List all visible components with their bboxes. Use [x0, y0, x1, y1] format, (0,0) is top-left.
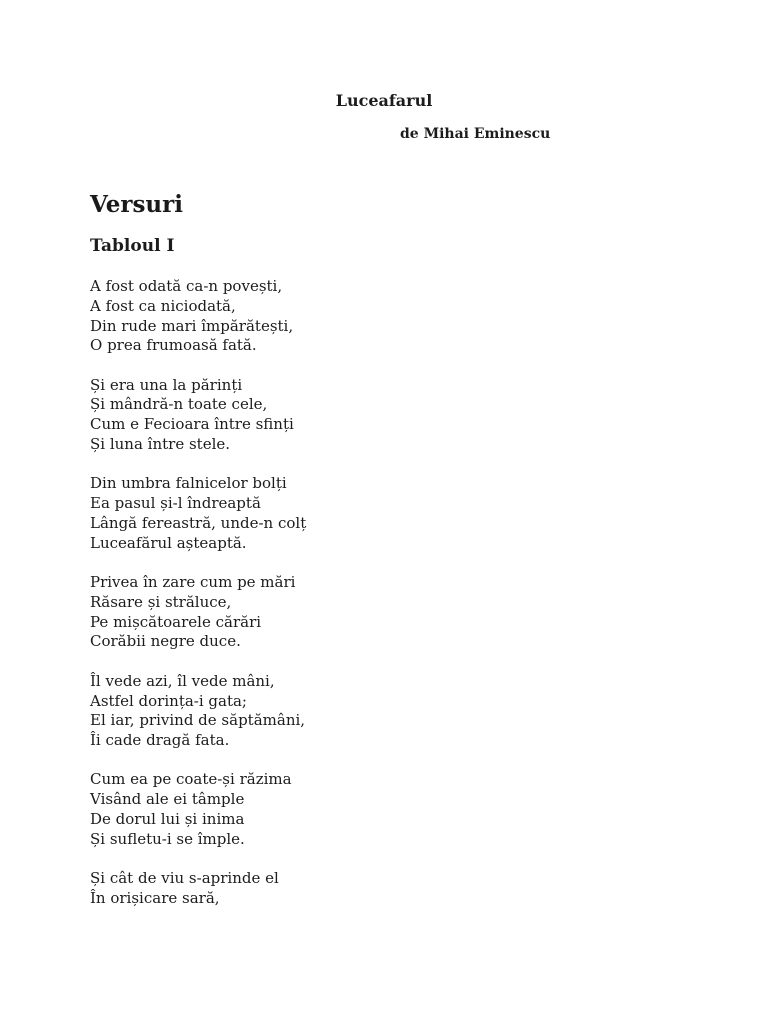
poem-line: El iar, privind de săptămâni,: [90, 711, 306, 730]
poem-line: Și cât de viu s-aprinde el: [90, 869, 279, 888]
poem-line: Cum ea pe coate-și răzima: [90, 770, 292, 789]
poem-line: A fost odată ca-n povești,: [90, 277, 283, 295]
sub-heading: Tabloul I: [90, 236, 175, 256]
poem-line: Din rude mari împărătești,: [90, 316, 294, 335]
poem-line: Cum e Fecioara între sfinți: [90, 415, 294, 434]
stanza: [90, 869, 690, 909]
poem-line: Lângă fereastră, unde-n colț: [90, 513, 307, 532]
poem-line: O prea frumoasă fată.: [90, 336, 257, 355]
stanza: [90, 672, 690, 751]
poem-line: Din umbra falnicelor bolți: [90, 474, 287, 493]
author-line: de Mihai Eminescu: [400, 126, 551, 142]
stanza: [90, 277, 690, 356]
poem-line: Corăbii negre duce.: [90, 632, 241, 651]
stanza: [90, 770, 690, 849]
poem-line: Și sufletu-i se împle.: [90, 829, 245, 848]
poem-line: Răsare și străluce,: [90, 592, 232, 611]
poem-line: Îl vede azi, îl vede mâni,: [90, 671, 275, 690]
poem-line: Visând ale ei tâmple: [90, 790, 245, 809]
poem-line: Privea în zare cum pe mări: [90, 573, 296, 592]
poem-line: În orișicare sară,: [90, 888, 220, 907]
stanza: [90, 474, 690, 553]
section-heading: Versuri: [90, 191, 184, 218]
poem-line: Și luna între stele.: [90, 435, 231, 454]
poem-line: Și mândră-n toate cele,: [90, 395, 268, 414]
poem-line: Ea pasul și-l îndreaptă: [90, 494, 261, 513]
stanza: [90, 573, 690, 652]
poem-line: Și era una la părinți: [90, 375, 243, 394]
poem-line: Astfel dorința-i gata;: [90, 691, 247, 710]
stanza: [90, 376, 690, 455]
poem-body: [90, 277, 690, 928]
poem-line: Pe mișcătoarele cărări: [90, 612, 262, 631]
poem-line: Luceafărul așteaptă.: [90, 533, 247, 552]
poem-line: Îi cade dragă fata.: [90, 731, 230, 750]
document-title: Luceafarul: [335, 91, 433, 110]
poem-line: A fost ca niciodată,: [90, 296, 236, 315]
poem-line: De dorul lui și inima: [90, 810, 245, 829]
